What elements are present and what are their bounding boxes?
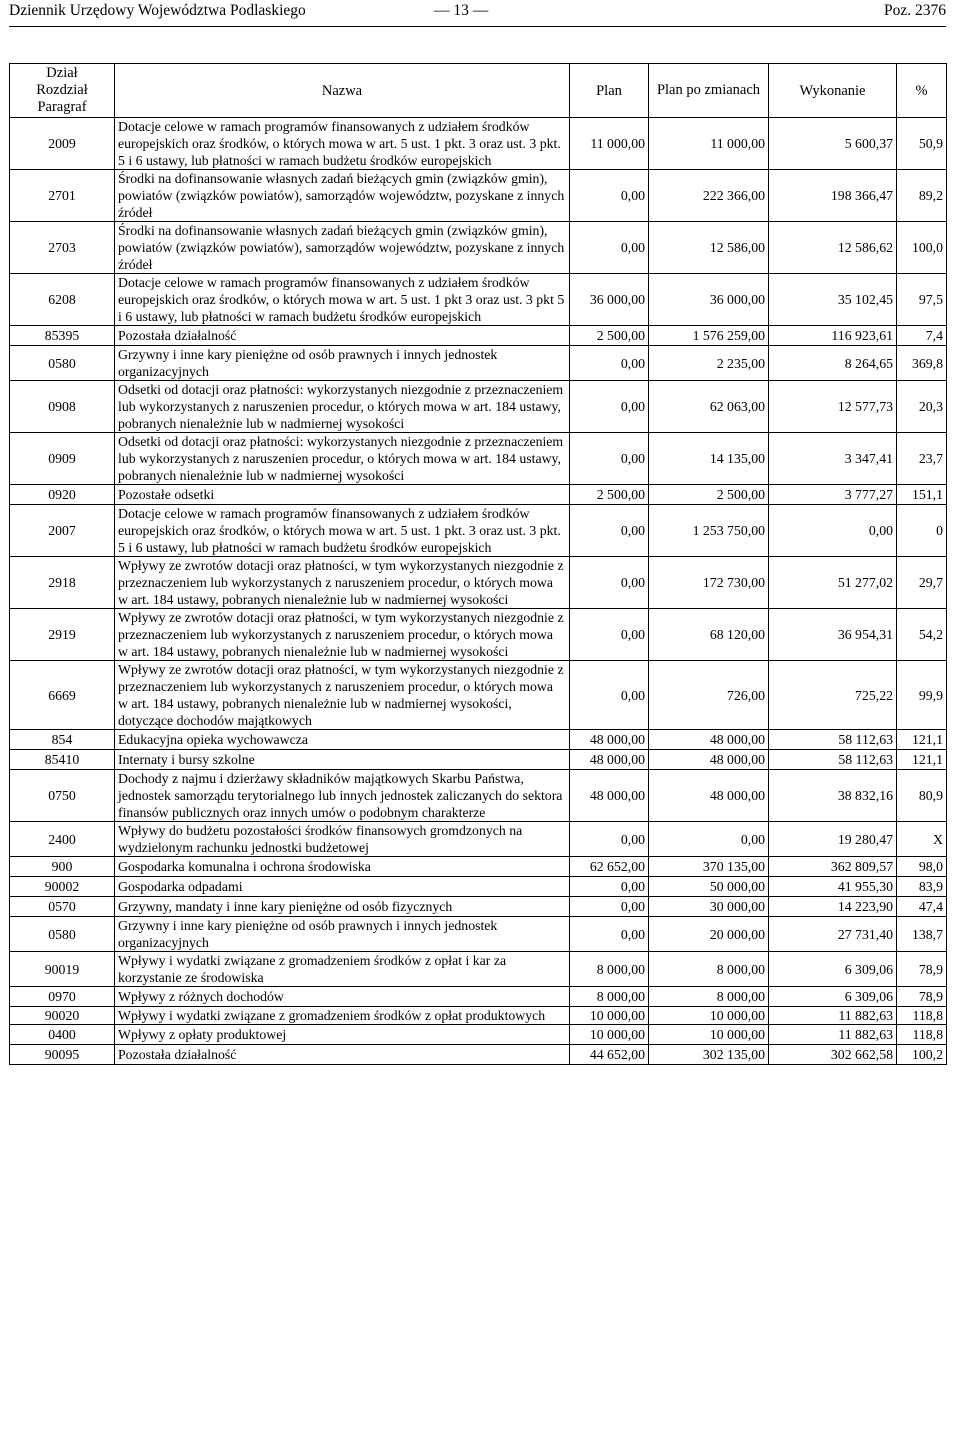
cell-percent: 138,7 — [897, 917, 947, 952]
cell-plan-after: 50 000,00 — [649, 877, 769, 897]
table-row — [10, 857, 947, 877]
cell-execution: 36 954,31 — [769, 609, 897, 661]
cell-plan-after: 1 576 259,00 — [649, 326, 769, 346]
cell-percent: 54,2 — [897, 609, 947, 661]
cell-name: Wpływy z różnych dochodów — [115, 987, 570, 1007]
cell-name: Pozostała działalność — [115, 326, 570, 346]
cell-percent: 78,9 — [897, 952, 947, 987]
cell-code: 0580 — [10, 346, 115, 381]
cell-name: Środki na dofinansowanie własnych zadań bieżących gmin (związków gmin), powiatów (związków powiatów), samorządów województw, pozyskane z innych źródeł — [115, 170, 570, 222]
page-number: — 13 — — [434, 2, 489, 19]
cell-code: 0580 — [10, 917, 115, 952]
cell-code: 0570 — [10, 897, 115, 917]
cell-name: Wpływy i wydatki związane z gromadzeniem środków z opłat i kar za korzystanie ze środowiska — [115, 952, 570, 987]
cell-execution: 19 280,47 — [769, 822, 897, 857]
cell-name: Dotacje celowe w ramach programów finansowanych z udziałem środków europejskich oraz środków, o których mowa w art. 5 ust. 1 pkt 3 oraz ust. 3 pkt 5 i 6 ustawy, lub płatności w ramach budżetu środków europejskich — [115, 274, 570, 326]
cell-code: 2703 — [10, 222, 115, 274]
table-body — [10, 118, 947, 1065]
cell-code: 0908 — [10, 381, 115, 433]
cell-plan-after: 10 000,00 — [649, 1025, 769, 1045]
cell-execution: 51 277,02 — [769, 557, 897, 609]
cell-plan-after: 48 000,00 — [649, 730, 769, 750]
cell-name: Wpływy do budżetu pozostałości środków finansowych gromdzonych na wydzielonym rachunku jednostki budżetowej — [115, 822, 570, 857]
cell-execution: 362 809,57 — [769, 857, 897, 877]
cell-plan: 0,00 — [570, 381, 649, 433]
cell-execution: 41 955,30 — [769, 877, 897, 897]
cell-execution: 6 309,06 — [769, 987, 897, 1007]
table-row — [10, 485, 947, 505]
cell-plan: 48 000,00 — [570, 770, 649, 822]
cell-code: 90020 — [10, 1007, 115, 1025]
table-row — [10, 609, 947, 661]
cell-plan-after: 36 000,00 — [649, 274, 769, 326]
cell-percent: 7,4 — [897, 326, 947, 346]
cell-execution: 58 112,63 — [769, 730, 897, 750]
cell-execution: 11 882,63 — [769, 1007, 897, 1025]
cell-plan: 0,00 — [570, 557, 649, 609]
cell-percent: 0 — [897, 505, 947, 557]
budget-table — [9, 63, 947, 1065]
table-row — [10, 952, 947, 987]
cell-code: 90002 — [10, 877, 115, 897]
column-header-execution: Wykonanie — [769, 64, 897, 118]
cell-plan-after: 302 135,00 — [649, 1045, 769, 1065]
cell-code: 2918 — [10, 557, 115, 609]
cell-code: 6669 — [10, 661, 115, 730]
cell-code: 6208 — [10, 274, 115, 326]
table-row — [10, 917, 947, 952]
cell-code: 85410 — [10, 750, 115, 770]
cell-code: 0750 — [10, 770, 115, 822]
cell-plan: 0,00 — [570, 505, 649, 557]
cell-plan-after: 11 000,00 — [649, 118, 769, 170]
cell-code: 0920 — [10, 485, 115, 505]
cell-percent: 121,1 — [897, 730, 947, 750]
cell-percent: X — [897, 822, 947, 857]
cell-name: Grzywny i inne kary pieniężne od osób prawnych i innych jednostek organizacyjnych — [115, 346, 570, 381]
cell-execution: 27 731,40 — [769, 917, 897, 952]
cell-execution: 12 577,73 — [769, 381, 897, 433]
cell-execution: 3 347,41 — [769, 433, 897, 485]
cell-execution: 58 112,63 — [769, 750, 897, 770]
cell-plan: 0,00 — [570, 917, 649, 952]
position-number: Poz. 2376 — [884, 2, 946, 19]
cell-execution: 14 223,90 — [769, 897, 897, 917]
cell-plan-after: 30 000,00 — [649, 897, 769, 917]
cell-percent: 99,9 — [897, 661, 947, 730]
cell-name: Odsetki od dotacji oraz płatności: wykorzystanych niezgodnie z przeznaczeniem lub wykorzystanych z naruszenien procedur, o których mowa w art. 184 ustawy, pobranych nienależnie lub w nadmiernej wysokości — [115, 433, 570, 485]
column-header-percent: % — [897, 64, 947, 118]
cell-code: 2400 — [10, 822, 115, 857]
cell-plan-after: 0,00 — [649, 822, 769, 857]
cell-plan: 10 000,00 — [570, 1025, 649, 1045]
cell-percent: 118,8 — [897, 1025, 947, 1045]
cell-plan: 10 000,00 — [570, 1007, 649, 1025]
cell-execution: 12 586,62 — [769, 222, 897, 274]
cell-code: 2007 — [10, 505, 115, 557]
cell-plan: 48 000,00 — [570, 750, 649, 770]
cell-plan-after: 12 586,00 — [649, 222, 769, 274]
cell-percent: 100,0 — [897, 222, 947, 274]
cell-plan-after: 2 500,00 — [649, 485, 769, 505]
cell-percent: 80,9 — [897, 770, 947, 822]
cell-plan: 62 652,00 — [570, 857, 649, 877]
cell-name: Wpływy ze zwrotów dotacji oraz płatności, w tym wykorzystanych niezgodnie z przeznaczeniem lub wykorzystanych z naruszeniem procedur, o których mowa w art. 184 ustawy, pobranych nienależnie lub w nadmiernej wysokości — [115, 557, 570, 609]
cell-execution: 725,22 — [769, 661, 897, 730]
cell-name: Odsetki od dotacji oraz płatności: wykorzystanych niezgodnie z przeznaczeniem lub wykorzystanych z naruszenien procedur, o których mowa w art. 184 ustawy, pobranych nienależnie lub w nadmiernej wysokości — [115, 381, 570, 433]
table-row — [10, 326, 947, 346]
cell-code: 90019 — [10, 952, 115, 987]
cell-code: 900 — [10, 857, 115, 877]
cell-plan: 0,00 — [570, 222, 649, 274]
cell-name: Grzywny, mandaty i inne kary pieniężne od osób fizycznych — [115, 897, 570, 917]
cell-percent: 118,8 — [897, 1007, 947, 1025]
cell-plan-after: 48 000,00 — [649, 770, 769, 822]
cell-percent: 50,9 — [897, 118, 947, 170]
cell-plan: 2 500,00 — [570, 326, 649, 346]
cell-code: 2701 — [10, 170, 115, 222]
cell-plan-after: 1 253 750,00 — [649, 505, 769, 557]
cell-plan: 0,00 — [570, 877, 649, 897]
cell-percent: 78,9 — [897, 987, 947, 1007]
cell-name: Pozostałe odsetki — [115, 485, 570, 505]
cell-name: Wpływy ze zwrotów dotacji oraz płatności, w tym wykorzystanych niezgodnie z przeznaczeniem lub wykorzystanych z naruszeniem procedur, o których mowa w art. 184 ustawy, pobranych nienależnie lub w nadmiernej wysokości, dotyczące dochodów majątkowych — [115, 661, 570, 730]
cell-plan-after: 20 000,00 — [649, 917, 769, 952]
cell-plan: 0,00 — [570, 170, 649, 222]
cell-code: 854 — [10, 730, 115, 750]
cell-name: Dochody z najmu i dzierżawy składników majątkowych Skarbu Państwa, jednostek samorządu terytorialnego lub innych jednostek zaliczanych do sektora finansów publicznych oraz innych umów o podobnym charakterze — [115, 770, 570, 822]
cell-percent: 89,2 — [897, 170, 947, 222]
table-row — [10, 274, 947, 326]
cell-plan: 8 000,00 — [570, 952, 649, 987]
cell-plan: 36 000,00 — [570, 274, 649, 326]
cell-execution: 116 923,61 — [769, 326, 897, 346]
code-header-line: Dział — [46, 65, 78, 81]
cell-name: Wpływy ze zwrotów dotacji oraz płatności, w tym wykorzystanych niezgodnie z przeznaczeniem lub wykorzystanych z naruszeniem procedur, o których mowa w art. 184 ustawy, pobranych nienależnie lub w nadmiernej wysokości — [115, 609, 570, 661]
cell-percent: 97,5 — [897, 274, 947, 326]
table-row — [10, 822, 947, 857]
cell-plan-after: 370 135,00 — [649, 857, 769, 877]
cell-percent: 100,2 — [897, 1045, 947, 1065]
table-row — [10, 557, 947, 609]
cell-execution: 38 832,16 — [769, 770, 897, 822]
cell-plan: 0,00 — [570, 609, 649, 661]
cell-plan-after: 172 730,00 — [649, 557, 769, 609]
cell-percent: 121,1 — [897, 750, 947, 770]
cell-plan: 8 000,00 — [570, 987, 649, 1007]
table-row — [10, 381, 947, 433]
cell-plan-after: 2 235,00 — [649, 346, 769, 381]
cell-percent: 47,4 — [897, 897, 947, 917]
cell-code: 0970 — [10, 987, 115, 1007]
cell-execution: 3 777,27 — [769, 485, 897, 505]
cell-percent: 23,7 — [897, 433, 947, 485]
table-row — [10, 877, 947, 897]
cell-plan-after: 8 000,00 — [649, 952, 769, 987]
cell-percent: 29,7 — [897, 557, 947, 609]
column-header-name: Nazwa — [115, 64, 570, 118]
cell-name: Środki na dofinansowanie własnych zadań bieżących gmin (związków gmin), powiatów (związków powiatów), samorządów województw, pozyskane z innych źródeł — [115, 222, 570, 274]
cell-code: 85395 — [10, 326, 115, 346]
cell-plan: 0,00 — [570, 897, 649, 917]
cell-plan: 11 000,00 — [570, 118, 649, 170]
cell-code: 2919 — [10, 609, 115, 661]
table-row — [10, 505, 947, 557]
cell-execution: 35 102,45 — [769, 274, 897, 326]
cell-execution: 5 600,37 — [769, 118, 897, 170]
cell-plan-after: 62 063,00 — [649, 381, 769, 433]
cell-execution: 11 882,63 — [769, 1025, 897, 1045]
table-row — [10, 661, 947, 730]
cell-plan-after: 726,00 — [649, 661, 769, 730]
cell-execution: 198 366,47 — [769, 170, 897, 222]
cell-name: Dotacje celowe w ramach programów finansowanych z udziałem środków europejskich oraz środków, o których mowa w art. 5 ust. 1 pkt. 3 oraz ust. 3 pkt. 5 i 6 ustawy, lub płatności w ramach budżetu środków europejskich — [115, 505, 570, 557]
cell-name: Wpływy i wydatki związane z gromadzeniem środków z opłat produktowych — [115, 1007, 570, 1025]
cell-code: 0400 — [10, 1025, 115, 1045]
cell-name: Gospodarka odpadami — [115, 877, 570, 897]
cell-name: Grzywny i inne kary pieniężne od osób prawnych i innych jednostek organizacyjnych — [115, 917, 570, 952]
cell-name: Internaty i bursy szkolne — [115, 750, 570, 770]
cell-name: Gospodarka komunalna i ochrona środowiska — [115, 857, 570, 877]
table-row — [10, 222, 947, 274]
page-header — [9, 0, 946, 27]
cell-percent: 369,8 — [897, 346, 947, 381]
code-header-line: Paragraf — [37, 99, 87, 115]
cell-name: Wpływy z opłaty produktowej — [115, 1025, 570, 1045]
table-row — [10, 118, 947, 170]
column-header-code — [10, 64, 115, 118]
cell-plan: 0,00 — [570, 346, 649, 381]
cell-plan-after: 48 000,00 — [649, 750, 769, 770]
cell-plan: 48 000,00 — [570, 730, 649, 750]
table-row — [10, 346, 947, 381]
cell-code: 2009 — [10, 118, 115, 170]
cell-execution: 0,00 — [769, 505, 897, 557]
cell-name: Pozostała działalność — [115, 1045, 570, 1065]
cell-name: Edukacyjna opieka wychowawcza — [115, 730, 570, 750]
code-header-line: Rozdział — [36, 82, 88, 98]
cell-name: Dotacje celowe w ramach programów finansowanych z udziałem środków europejskich oraz środków, o których mowa w art. 5 ust. 1 pkt. 3 oraz ust. 3 pkt. 5 i 6 ustawy, lub płatności w ramach budżetu środków europejskich — [115, 118, 570, 170]
cell-plan-after: 68 120,00 — [649, 609, 769, 661]
cell-percent: 151,1 — [897, 485, 947, 505]
column-header-plan: Plan — [570, 64, 649, 118]
table-row — [10, 433, 947, 485]
table-row — [10, 1045, 947, 1065]
table-row — [10, 1007, 947, 1025]
table-row — [10, 897, 947, 917]
cell-plan: 0,00 — [570, 433, 649, 485]
cell-plan: 44 652,00 — [570, 1045, 649, 1065]
cell-percent: 98,0 — [897, 857, 947, 877]
cell-code: 90095 — [10, 1045, 115, 1065]
table-row — [10, 987, 947, 1007]
cell-plan-after: 10 000,00 — [649, 1007, 769, 1025]
cell-plan: 0,00 — [570, 661, 649, 730]
journal-title: Dziennik Urzędowy Województwa Podlaskiego — [9, 2, 306, 19]
cell-code: 0909 — [10, 433, 115, 485]
cell-plan-after: 222 366,00 — [649, 170, 769, 222]
cell-execution: 302 662,58 — [769, 1045, 897, 1065]
cell-execution: 8 264,65 — [769, 346, 897, 381]
table-header-row — [10, 64, 947, 118]
cell-plan-after: 8 000,00 — [649, 987, 769, 1007]
column-header-plan-after: Plan po zmianach — [649, 64, 769, 118]
cell-execution: 6 309,06 — [769, 952, 897, 987]
cell-plan: 2 500,00 — [570, 485, 649, 505]
table-row — [10, 770, 947, 822]
cell-percent: 83,9 — [897, 877, 947, 897]
table-row — [10, 750, 947, 770]
cell-plan: 0,00 — [570, 822, 649, 857]
cell-plan-after: 14 135,00 — [649, 433, 769, 485]
table-row — [10, 1025, 947, 1045]
table-row — [10, 170, 947, 222]
cell-percent: 20,3 — [897, 381, 947, 433]
table-row — [10, 730, 947, 750]
